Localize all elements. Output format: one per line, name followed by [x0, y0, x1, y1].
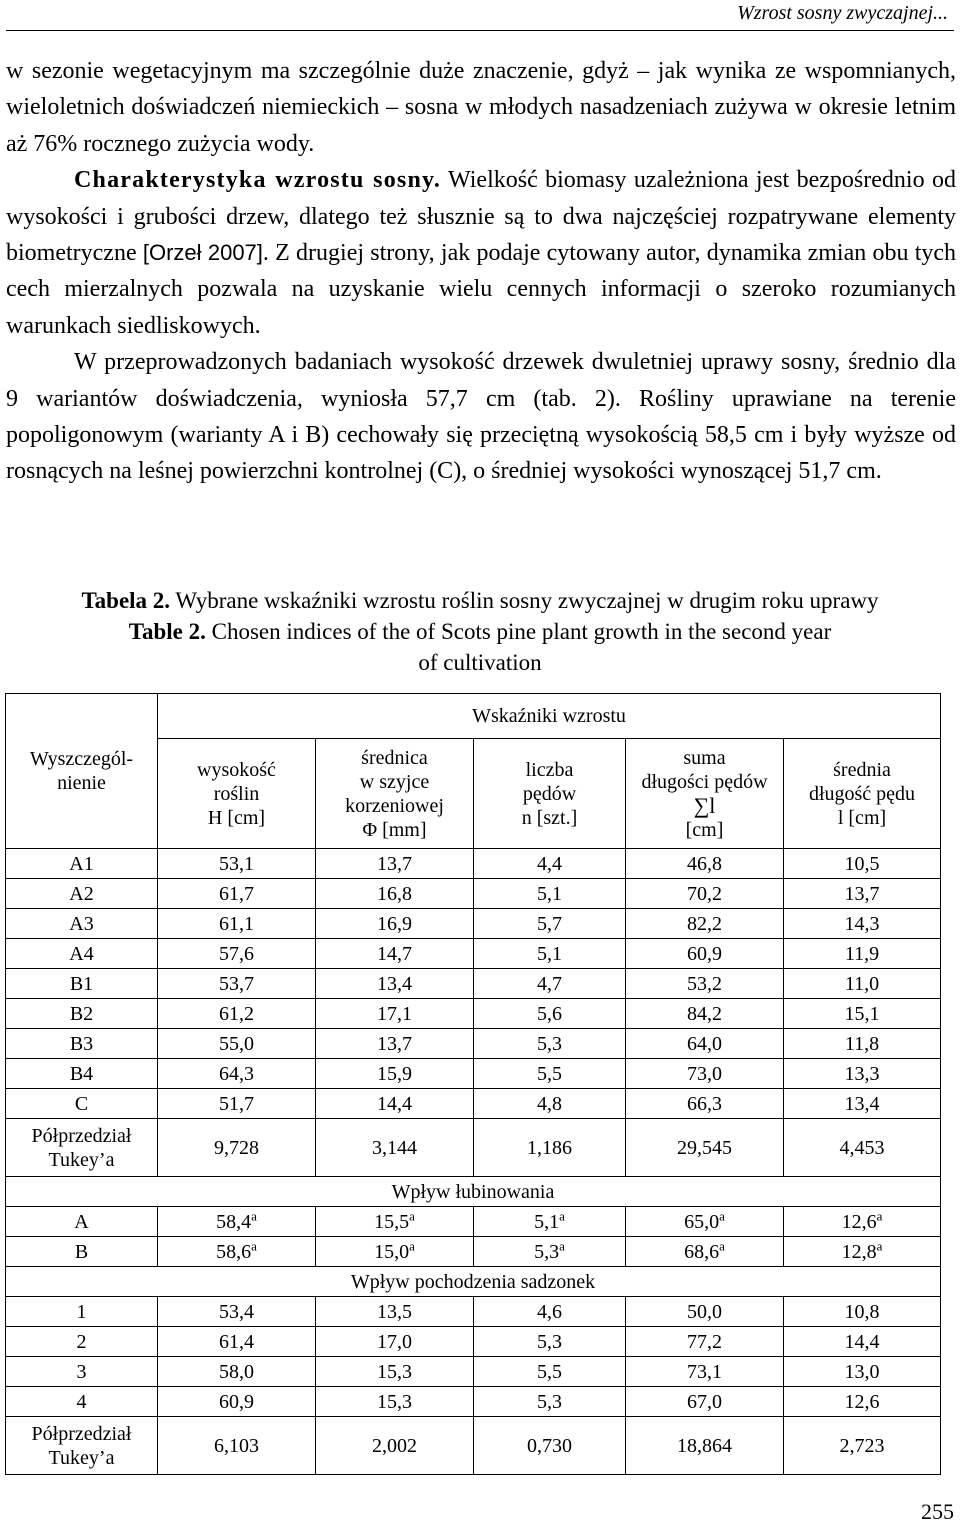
table-cell: 60,9 — [626, 939, 784, 969]
table-cell: 17,1 — [316, 999, 474, 1029]
table-cell: 18,864 — [626, 1417, 784, 1475]
row-label: 2 — [6, 1327, 158, 1357]
table-cell: 5,3$^a$ — [474, 1237, 626, 1267]
table-row — [6, 999, 941, 1029]
table-cell: 4,4 — [474, 849, 626, 879]
table-cell: 4,7 — [474, 969, 626, 999]
table-cell: 68,6$^a$ — [626, 1237, 784, 1267]
table-cell: 13,3 — [784, 1059, 941, 1089]
table-cell: 77,2 — [626, 1327, 784, 1357]
table-cell: 15,1 — [784, 999, 941, 1029]
table-row — [6, 1237, 941, 1267]
table-cell: 5,1$^a$ — [474, 1207, 626, 1237]
row-label: B — [6, 1237, 158, 1267]
row-label: B1 — [6, 969, 158, 999]
section-label: Wpływ pochodzenia sadzonek — [6, 1267, 941, 1297]
table-row — [6, 909, 941, 939]
table-row — [6, 1207, 941, 1237]
table-cell: 0,730 — [474, 1417, 626, 1475]
table-cell: 82,2 — [626, 909, 784, 939]
table-cell: 5,3 — [474, 1327, 626, 1357]
table-cell: 57,6 — [158, 939, 316, 969]
table-cell: 58,0 — [158, 1357, 316, 1387]
table-cell: 3,144 — [316, 1119, 474, 1177]
paragraph-1: w sezonie wegetacyjnym ma szczególnie duże znaczenie, gdyż – jak wynika ze wspomnianych, wieloletnich doświadczeń niemieckich – sosna w młodych nasadzeniach zużywa w okresie letnim aż 76% rocznego zużycia wody. — [6, 58, 956, 157]
caption-polish-text: Wybrane wskaźniki wzrostu roślin sosny zwyczajnej w drugim roku uprawy — [170, 588, 879, 613]
paragraph-3: W przeprowadzonych badaniach wysokość drzewek dwuletniej uprawy sosny, średnio dla 9 wariantów doświadczenia, wyniosła 57,7 cm (tab. 2). Rośliny uprawiane na terenie popoligonowym (warianty A i B) cechowały się przeciętną wysokością 58,5 cm i były wyższe od rosnących na leśnej powierzchni kontrolnej (C), o średniej wysokości wynoszącej 51,7 cm. — [6, 349, 956, 485]
table-cell: 15,3 — [316, 1387, 474, 1417]
table-cell: 60,9 — [158, 1387, 316, 1417]
table-cell: 61,7 — [158, 879, 316, 909]
table-cell: 64,3 — [158, 1059, 316, 1089]
row-label: A4 — [6, 939, 158, 969]
row-label: A2 — [6, 879, 158, 909]
table-cell: 13,7 — [784, 879, 941, 909]
row-label: 3 — [6, 1357, 158, 1387]
table-row — [6, 1089, 941, 1119]
table-cell: 55,0 — [158, 1029, 316, 1059]
row-label: B3 — [6, 1029, 158, 1059]
table-cell: 73,0 — [626, 1059, 784, 1089]
table-cell: 58,6$^a$ — [158, 1237, 316, 1267]
table-cell: 12,8$^a$ — [784, 1237, 941, 1267]
section-label: Wpływ łubinowania — [6, 1177, 941, 1207]
table-cell: 12,6$^a$ — [784, 1207, 941, 1237]
page-number: 255 — [921, 1499, 954, 1524]
table-cell: 46,8 — [626, 849, 784, 879]
table-row — [6, 939, 941, 969]
caption-polish-label: Tabela 2. — [81, 588, 171, 613]
table-cell: 2,002 — [316, 1417, 474, 1475]
table-cell: 14,3 — [784, 909, 941, 939]
row-label: A3 — [6, 909, 158, 939]
table-cell: 5,1 — [474, 879, 626, 909]
caption-english-label: Table 2. — [128, 619, 206, 644]
table-cell: 14,4 — [784, 1327, 941, 1357]
table-cell: 13,7 — [316, 1029, 474, 1059]
row-label: A — [6, 1207, 158, 1237]
table-cell: 10,8 — [784, 1297, 941, 1327]
section-row-origin — [6, 1267, 941, 1297]
table-cell: 1,186 — [474, 1119, 626, 1177]
table-cell: 66,3 — [626, 1089, 784, 1119]
table-row — [6, 1029, 941, 1059]
table-cell: 61,4 — [158, 1327, 316, 1357]
tukey-label: Półprzedział Tukey’a — [6, 1119, 158, 1177]
table-cell: 13,7 — [316, 849, 474, 879]
caption-polish — [0, 585, 960, 616]
table-cell: 5,5 — [474, 1059, 626, 1089]
table-cell: 64,0 — [626, 1029, 784, 1059]
header-col4: suma długości pędów ∑l [cm] — [626, 739, 784, 849]
table-cell: 11,0 — [784, 969, 941, 999]
origin-rows — [6, 1297, 941, 1417]
header-group: Wskaźniki wzrostu — [158, 694, 941, 739]
body-text — [6, 53, 956, 490]
table-cell: 5,6 — [474, 999, 626, 1029]
table-cell: 11,8 — [784, 1029, 941, 1059]
caption-english-text: Chosen indices of the of Scots pine plant growth in the second year — [205, 619, 832, 644]
table-cell: 29,545 — [626, 1119, 784, 1177]
section-row-lupin — [6, 1177, 941, 1207]
table-cell: 15,9 — [316, 1059, 474, 1089]
row-label: 1 — [6, 1297, 158, 1327]
table-cell: 73,1 — [626, 1357, 784, 1387]
table-cell: 17,0 — [316, 1327, 474, 1357]
row-label: A1 — [6, 849, 158, 879]
paragraph-2-text-b: . Z drugiej strony, jak podaje cytowany autor, dynamika zmian obu tych cech mierzalnych pozwala na uzyskanie wielu cennych informacji o szeroko rozumianych warunkach siedliskowych. — [6, 240, 957, 339]
table-row — [6, 1059, 941, 1089]
table-row — [6, 1297, 941, 1327]
citation: [Orzeł 2007] — [142, 240, 263, 266]
table-cell: 65,0$^a$ — [626, 1207, 784, 1237]
table-row — [6, 1327, 941, 1357]
header-rule — [6, 30, 954, 31]
tukey-label: Półprzedział Tukey’a — [6, 1417, 158, 1475]
table-cell: 14,4 — [316, 1089, 474, 1119]
row-label: C — [6, 1089, 158, 1119]
table-cell: 53,4 — [158, 1297, 316, 1327]
table-cell: 5,5 — [474, 1357, 626, 1387]
header-col5: średnia długość pędu l [cm] — [784, 739, 941, 849]
header-col0: Wyszczegól- nienie — [6, 694, 158, 849]
table-row — [6, 849, 941, 879]
row-label: B4 — [6, 1059, 158, 1089]
table-cell: 10,5 — [784, 849, 941, 879]
header-col2: średnica w szyjce korzeniowej Φ [mm] — [316, 739, 474, 849]
table-row — [6, 1357, 941, 1387]
table-cell: 15,3 — [316, 1357, 474, 1387]
section-heading: Charakterystyka wzrostu sosny. — [74, 167, 442, 194]
row-label: 4 — [6, 1387, 158, 1417]
variant-rows — [6, 849, 941, 1119]
table-cell: 51,7 — [158, 1089, 316, 1119]
table-cell: 53,7 — [158, 969, 316, 999]
page-header — [0, 0, 960, 30]
table-cell: 58,4$^a$ — [158, 1207, 316, 1237]
table-cell: 5,7 — [474, 909, 626, 939]
table-cell: 11,9 — [784, 939, 941, 969]
table-cell: 61,2 — [158, 999, 316, 1029]
table-cell: 15,5$^a$ — [316, 1207, 474, 1237]
table-row — [6, 1387, 941, 1417]
table-cell: 12,6 — [784, 1387, 941, 1417]
table-row — [6, 969, 941, 999]
caption-english — [0, 616, 960, 647]
table-cell: 5,3 — [474, 1029, 626, 1059]
tukey-row-1 — [6, 1119, 941, 1177]
table-cell: 4,8 — [474, 1089, 626, 1119]
table-cell: 6,103 — [158, 1417, 316, 1475]
table-cell: 9,728 — [158, 1119, 316, 1177]
table-caption — [0, 585, 960, 678]
table-cell: 4,453 — [784, 1119, 941, 1177]
table-cell: 13,4 — [784, 1089, 941, 1119]
table-cell: 13,5 — [316, 1297, 474, 1327]
row-label: B2 — [6, 999, 158, 1029]
table-cell: 5,1 — [474, 939, 626, 969]
table-cell: 84,2 — [626, 999, 784, 1029]
table-cell: 67,0 — [626, 1387, 784, 1417]
header-col1: wysokość roślin H [cm] — [158, 739, 316, 849]
table-cell: 61,1 — [158, 909, 316, 939]
table-cell: 13,0 — [784, 1357, 941, 1387]
table-cell: 5,3 — [474, 1387, 626, 1417]
running-title: Wzrost sosny zwyczajnej... — [737, 2, 948, 24]
tukey-row-2 — [6, 1417, 941, 1475]
table-cell: 4,6 — [474, 1297, 626, 1327]
table-cell: 14,7 — [316, 939, 474, 969]
table-cell: 13,4 — [316, 969, 474, 999]
paragraph-2-text-a: Wielkość biomasy uzależniona jest bezpośrednio od wysokości i grubości drzew, dlatego też słusznie są to dwa najczęściej rozpatrywane elementy biometryczne — [6, 167, 956, 267]
table-cell: 2,723 — [784, 1417, 941, 1475]
table-cell: 53,1 — [158, 849, 316, 879]
header-row-1 — [6, 694, 941, 739]
table-cell: 15,0$^a$ — [316, 1237, 474, 1267]
paragraph-2 — [6, 162, 956, 344]
table-row — [6, 879, 941, 909]
table-cell: 53,2 — [626, 969, 784, 999]
header-col3: liczba pędów n [szt.] — [474, 739, 626, 849]
table-cell: 50,0 — [626, 1297, 784, 1327]
caption-english-line2: of cultivation — [418, 650, 542, 675]
lupin-rows — [6, 1207, 941, 1267]
table-cell: 70,2 — [626, 879, 784, 909]
table-cell: 16,8 — [316, 879, 474, 909]
growth-indices-table — [5, 693, 941, 1475]
table-cell: 16,9 — [316, 909, 474, 939]
